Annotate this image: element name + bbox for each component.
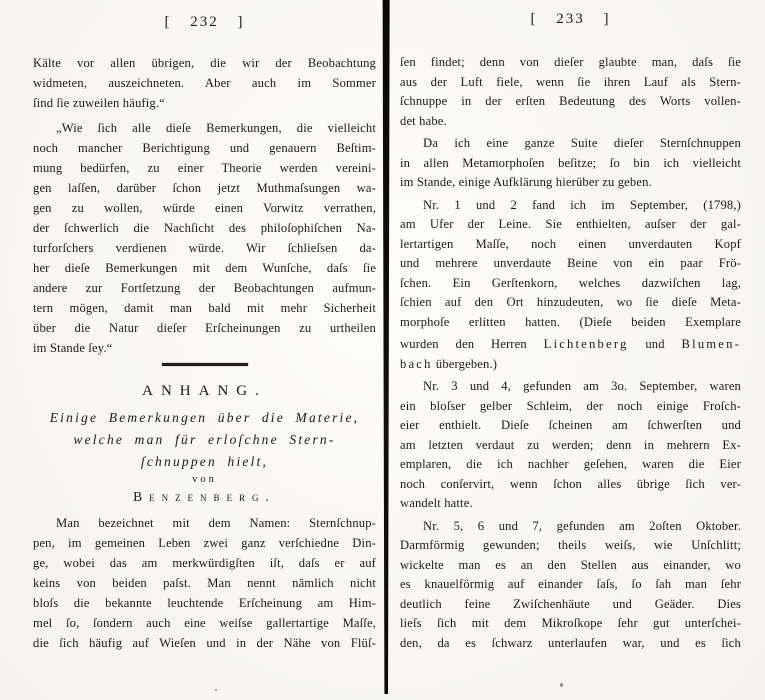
text-line: im Stande ſey.“ — [33, 341, 113, 355]
text-line: Darmförmig gewunden; theils weiſs, wie Unſchlitt; — [400, 538, 741, 552]
paragraph-nr-1-2 — [400, 196, 741, 333]
byline-von: von — [192, 474, 217, 485]
text-line: turforſchers verdienen würde. Wir ſchlieſsen da- — [33, 241, 376, 255]
text-line: pen, im gemeinen Leben zwei ganz verſchiedne Din- — [33, 536, 376, 550]
text-line: „Wie ſich alle dieſe Bemerkungen, die vielleicht — [56, 121, 376, 135]
paragraph-quote — [33, 118, 376, 358]
text-line: in allen Metamorphoſen beſitze; ſo bin ich vielleicht — [400, 155, 741, 170]
text-line: aus der Luft fiele, wenn ſie ihren Lauf als Stern- — [400, 74, 741, 89]
paragraph-nr-1-2-end — [400, 335, 741, 374]
text-line: wandelt hatte. — [400, 496, 473, 510]
paragraph-continuation — [400, 53, 741, 131]
text-line: ge, wobei das am merkwürdigſten iſt, daſs er auf — [33, 556, 376, 570]
text-line: wickelte man es an den Stellen aus einander, wo — [400, 557, 741, 572]
text-line — [400, 355, 741, 375]
paragraph-body — [33, 513, 376, 653]
text-line: keins von beiden paſst. Man nennt nämlich nicht — [33, 576, 376, 590]
text-line: mung bedürfen, zu einer Theorie werden vereini- — [33, 161, 376, 175]
text-line: der ſchwerlich die Nachſicht des philoſophiſchen Na- — [33, 221, 376, 235]
section-divider-rule — [162, 363, 248, 366]
text-line: gen zu wollen, würde einen Vorwitz verrathen, — [33, 201, 376, 215]
text-line: morphoſe erlitten hatten. (Dieſe beiden Exemplare — [400, 314, 741, 329]
author-name-benzenberg: Benzenberg. — [133, 489, 276, 504]
text-line: ſchien auf den Ort hinzudeuten, wo ſie dieſe Meta- — [400, 295, 741, 309]
page-number-header-232: [ 232 ] — [164, 14, 245, 30]
paragraph-body — [400, 134, 741, 193]
section-subtitle — [33, 407, 376, 473]
text-segment: und — [628, 337, 682, 351]
text-line: Nr. 5, 6 und 7, gefunden am 2oſten Oktober. — [423, 518, 741, 533]
text-line: emplaren, die ich nachher geſehen, waren die Eier — [400, 457, 741, 471]
paragraph-continuation — [33, 53, 376, 113]
page-number-header-233: [ 233 ] — [530, 11, 611, 27]
text-line: mel ſo, ſondern auch eine weiſse gallertartige Maſſe, — [33, 616, 376, 630]
scan-artifact — [215, 689, 217, 691]
text-line: gen laſſen, darüber ſchon jetzt Muthmaſsungen wa- — [33, 181, 376, 195]
text-line: lertartigen Maſſe, noch einen unverdauten Kopf — [400, 236, 741, 251]
text-line: und mehrere unverdaute Beine von ein paar Frö- — [400, 256, 741, 270]
text-line: Kälte vor allen übrigen, die wir der Beobachtung — [33, 56, 376, 70]
book-binding-gutter — [381, 0, 390, 694]
text-line — [400, 335, 741, 355]
text-line: deutlich feine Zwiſchenhäute und Geäder. Dies — [400, 596, 741, 611]
text-line: ſchnuppe in der erſten Bedeutung des Worts vollen- — [400, 94, 741, 108]
text-line: Nr. 3 und 4, gefunden am 3o. September, waren — [423, 379, 741, 393]
text-line: die ſich häufig auf Wieſen und in der Nähe von Flüſ- — [33, 636, 376, 650]
text-line: es knauelförmig auf einander ſaſs, ſo ſah man ſehr — [400, 577, 741, 591]
scan-artifact — [560, 683, 563, 687]
text-line: lieſs ſich mit dem Mikroſkope ſehr gut unterſchei- — [400, 616, 741, 630]
person-name-lichtenberg: Lichtenberg — [543, 337, 629, 351]
text-line: bloſs die bekannte leuchtende Erſcheinung am Him- — [33, 596, 376, 610]
text-line: ſind ſie zuweilen häufig.“ — [33, 96, 165, 110]
text-line: ſchen. Ein Gerſtenkorn, welches dazwiſchen lag, — [400, 275, 741, 290]
text-line: ſen findet; denn von dieſer glaubte man, daſs ſie — [400, 55, 741, 69]
text-line: widmeten, auszeichneten. Aber auch im Sommer — [33, 76, 376, 90]
text-line: Einige Bemerkungen über die Materie, — [49, 410, 360, 425]
text-line: her dieſe Bemerkungen mit dem Wunſche, daſs ſie — [33, 261, 376, 275]
page-233 — [400, 11, 741, 656]
text-segment: übergeben.) — [432, 356, 498, 371]
text-line: ein bloſser gelber Schleim, der noch einige Froſch- — [400, 398, 741, 413]
section-title-anhang: ANHANG. — [142, 383, 267, 399]
text-line: det habe. — [400, 113, 447, 128]
text-line: noch conſervirt, wenn ſchon alles übrige ſich ver- — [400, 476, 741, 491]
text-line: am Ufer der Leine. Sie enthielten, auſser der gal- — [400, 217, 741, 231]
text-line: tern mögen, damit man bald mit mehr Sicherheit — [33, 301, 376, 315]
text-line: über die Natur dieſer Erſcheinungen zu urtheilen — [33, 321, 376, 335]
text-line: im Stande, einige Aufklärung hierüber zu geben. — [400, 175, 652, 189]
paragraph-nr-3-4 — [400, 377, 741, 514]
page-232 — [33, 14, 376, 658]
person-name-blumenbach-part1: Blumen- — [681, 337, 741, 351]
text-line: eier enthielt. Dieſe ſcheinen am ſchwerſten und — [400, 418, 741, 432]
paragraph-nr-5-6-7 — [400, 517, 741, 654]
text-segment: wurden den Herren — [400, 337, 544, 351]
text-line: Da ich eine ganze Suite dieſer Sternſchnuppen — [423, 136, 741, 150]
text-line: welche man für erloſchne Stern- — [73, 432, 336, 447]
text-line: Man bezeichnet mit dem Namen: Sternſchnup- — [56, 516, 376, 530]
text-line: am letzten verdaut zu werden; denn in mehrern Ex- — [400, 437, 741, 452]
text-line: noch mancher Berichtigung und genauern Beſtim- — [33, 141, 376, 155]
text-line: ſchnuppen hielt, — [140, 454, 269, 469]
text-line: den, da es ſchwarz unterlaufen war, und es ſich — [400, 635, 741, 650]
person-name-blumenbach-part2: bach — [400, 356, 433, 371]
text-line: Nr. 1 und 2 fand ich im September, (1798,) — [423, 197, 741, 212]
text-line: andere zur Fortſetzung der Beobachtungen aufmun- — [33, 281, 376, 295]
